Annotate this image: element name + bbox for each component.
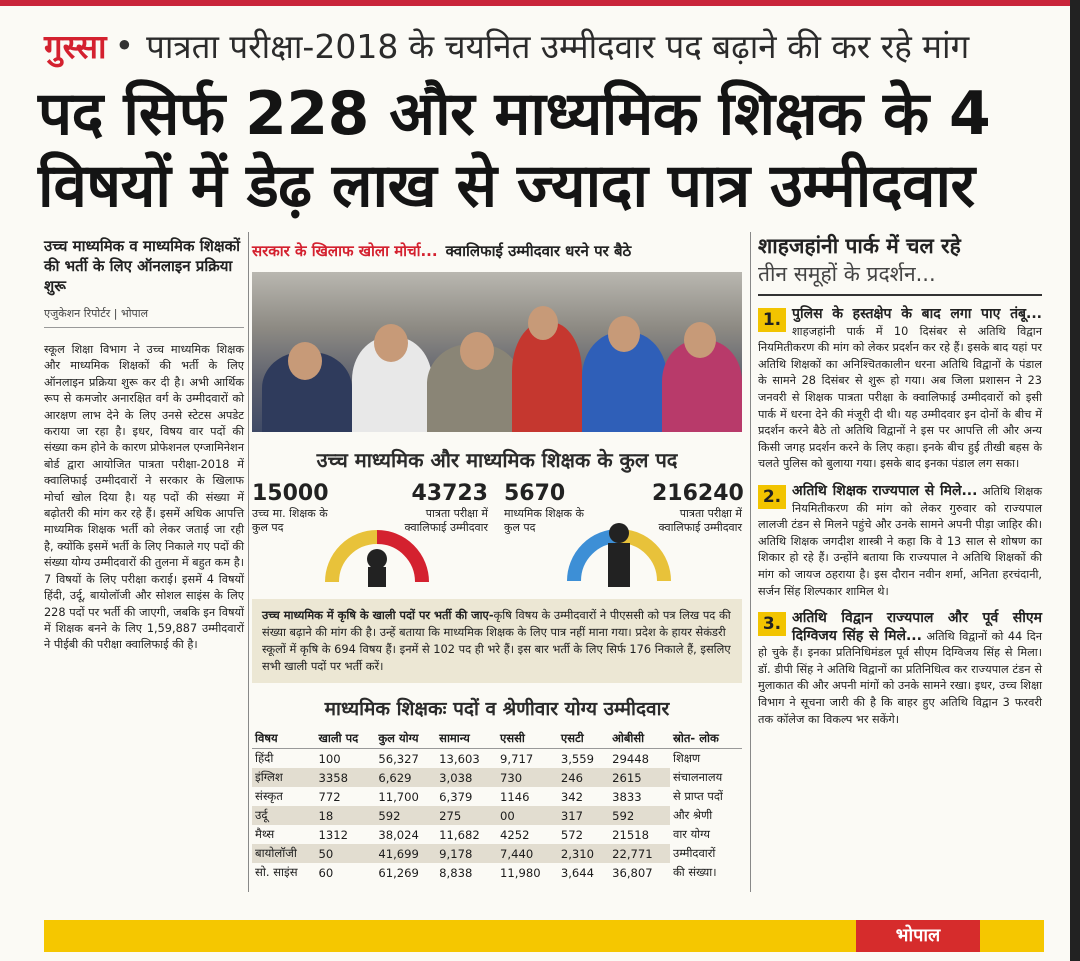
photo-caption-dark: क्वालिफाई उम्मीदवार धरने पर बैठे (445, 242, 632, 260)
item-number: 2. (758, 485, 786, 509)
table-row (252, 863, 742, 882)
protest-item-1 (758, 306, 1042, 473)
table-cell: 3358 (315, 768, 375, 787)
table-header: विषय (252, 729, 315, 749)
headline: पद सिर्फ 228 और माध्यमिक शिक्षक के 4 विषयों में डेढ़ लाख से ज्यादा पात्र उम्मीदवार (38, 79, 991, 221)
right-title: शाहजहांनी पार्क में चल रहे (758, 234, 961, 258)
table-cell: 18 (315, 806, 375, 825)
item-title: अतिथि शिक्षक राज्यपाल से मिले... (792, 482, 978, 499)
stat-hs-qualified (402, 481, 488, 535)
table-header: ओबीसी (609, 729, 670, 749)
table-cell: इंग्लिश (252, 768, 315, 787)
table-cell: 246 (558, 768, 609, 787)
table-header: सामान्य (436, 729, 497, 749)
table-header: कुल योग्य (375, 729, 436, 749)
source-note: वार योग्य (673, 827, 710, 841)
item-text: शाहजहांनी पार्क में 10 दिसंबर से अतिथि विद्वान नियमितीकरण की मांग को लेकर प्रदर्शन कर रहे हैं। इसके बाद यहां पर अतिथि शिक्षकों का अनिश्चितकालीन धरना अतिथि विद्वानों के पंडाल के सामने 28 दिसंबर से शुरू हो गया। अब जिला प्रशासन ने 23 जनवरी से शिक्षक पात्रता परीक्षा के क्वालिफाई उम्मीदवारों को इसी पार्क में धरना देने की मंजूरी दी थी। यह उम्मीदवार इन दोनों के बीच में प्रदर्शन करने बैठे तो अतिथि विद्वानों ने इस पर आपत्ति ली और अन्य किसी जगह प्रदर्शन करने के लिए कहा। इनके बीच हुई तीखी बहस के चलते पुलिस को बुलाया गया। इसके बाद इनका पंडाल लग सका। (758, 324, 1042, 471)
photo-caption (252, 236, 742, 266)
table-cell: 7,440 (497, 844, 558, 863)
table-cell: 3,038 (436, 768, 497, 787)
stats-infographic (252, 481, 742, 593)
table-cell: 6,379 (439, 789, 473, 804)
table-row (252, 749, 742, 769)
source-note: उम्मीदवारों (673, 846, 716, 860)
center-column (252, 236, 742, 891)
item-number: 1. (758, 308, 786, 332)
table-cell: 56,327 (378, 751, 419, 766)
stat-label: माध्यमिक शिक्षक के कुल पद (504, 507, 584, 534)
stat-ms-qualified (652, 481, 742, 535)
agriculture-note (252, 599, 742, 683)
table-cell: 36,807 (612, 865, 653, 880)
table-cell: 9,717 (500, 751, 534, 766)
table-cell: 50 (315, 844, 375, 863)
stats-title: उच्च माध्यमिक और माध्यमिक शिक्षक के कुल पद (316, 448, 678, 472)
kicker-line (44, 20, 969, 70)
table-cell: 38,024 (378, 827, 419, 842)
table-cell: उर्दू (252, 806, 315, 825)
protester-head (288, 342, 322, 380)
table-header: स्रोत- लोक (670, 729, 742, 749)
protest-item-2 (758, 483, 1042, 600)
table-cell: 1146 (500, 789, 530, 804)
table-cell: हिंदी (255, 751, 274, 765)
table-cell: संस्कृत (255, 789, 283, 803)
table-cell: 11,682 (439, 827, 480, 842)
table-cell: 4252 (500, 827, 530, 842)
table-header: एससी (497, 729, 558, 749)
table-header-row (252, 729, 742, 749)
table-cell: 592 (375, 806, 436, 825)
table-cell: 61,269 (378, 865, 419, 880)
table-cell: 730 (497, 768, 558, 787)
stat-value: 43723 (411, 481, 488, 506)
table-cell: 41,699 (375, 844, 436, 863)
table-cell: 1312 (318, 827, 348, 842)
source-note: और श्रेणी (673, 808, 713, 822)
item-title: अतिथि विद्वान राज्यपाल और पूर्व सीएम दिग्विजय सिंह से मिले... (792, 610, 1042, 644)
protester-head (684, 322, 716, 358)
table-cell: 11,700 (378, 789, 419, 804)
table-cell: 6,629 (375, 768, 436, 787)
kicker-tag: गुस्सा (44, 26, 107, 66)
note-heading: उच्च माध्यमिक में कृषि के खाली पदों पर भर्ती की जाए- (262, 608, 494, 622)
protest-photo (252, 272, 742, 432)
stat-label: पात्रता परीक्षा में क्वालिफाई उम्मीदवार (658, 507, 742, 534)
source-note: शिक्षण (673, 751, 701, 765)
source-note: से प्राप्त पदों (673, 789, 723, 803)
table-cell: 2615 (609, 768, 670, 787)
table-cell: 3,644 (560, 865, 595, 880)
note-text: कृषि विषय के उम्मीदवारों ने पीएससी को पत्र लिख पद की संख्या बढ़ाने की मांग की है। उन्हें बताया कि माध्यमिक शिक्षक के लिए पात्र नहीं माना गया। प्रदेश के हायर सेकंडरी स्कूलों में कृषि के 694 विषय हैं। इनमें से 102 पद ही भरे हैं। इस बार भर्ती के लिए सिर्फ 176 निकाले हैं, इसलिए सभी खाली पदों पर भर्ती करें। (262, 608, 731, 673)
table-cell: 00 (497, 806, 558, 825)
item-number: 3. (758, 612, 786, 636)
kicker-text: पात्रता परीक्षा-2018 के चयनित उम्मीदवार पद बढ़ाने की कर रहे मांग (146, 26, 970, 66)
table-cell: 29448 (612, 751, 649, 766)
column-divider-left (248, 232, 249, 892)
table-cell: 2,310 (558, 844, 609, 863)
table-header: खाली पद (315, 729, 375, 749)
stat-hs-posts (252, 481, 332, 535)
subject-table (252, 729, 742, 882)
stat-label: पात्रता परीक्षा में क्वालिफाई उम्मीदवार (404, 507, 488, 534)
table-row (252, 806, 742, 825)
table-cell: 21518 (612, 827, 649, 842)
protester-head (528, 306, 558, 340)
stat-value: 15000 (252, 481, 329, 506)
table-cell: 11,980 (500, 865, 541, 880)
right-subtitle: तीन समूहों के प्रदर्शन... (758, 262, 936, 286)
protest-item-3 (758, 610, 1042, 728)
table-cell: 9,178 (436, 844, 497, 863)
protester-head (608, 316, 640, 352)
table-cell: 3833 (612, 789, 642, 804)
page-edge-shadow (1070, 0, 1080, 961)
divider (758, 294, 1042, 296)
table-cell: 3,559 (560, 751, 595, 766)
stat-value: 216240 (652, 481, 744, 506)
stat-label: उच्च मा. शिक्षक के कुल पद (252, 507, 328, 534)
city-label: भोपाल (856, 920, 980, 952)
table-cell: 275 (436, 806, 497, 825)
table-cell: 8,838 (439, 865, 473, 880)
top-red-strip (0, 0, 1080, 6)
table-cell: 22,771 (609, 844, 670, 863)
table-row (252, 844, 742, 863)
table-row (252, 825, 742, 844)
table-cell: 13,603 (439, 751, 480, 766)
table-cell: बायोलॉजी (252, 844, 315, 863)
source-note: संचालनालय (673, 770, 723, 784)
kicker-bullet: • (114, 25, 135, 65)
table-cell: मैथ्स (255, 827, 275, 841)
protester-head (374, 324, 408, 362)
table-cell: 317 (558, 806, 609, 825)
right-column (758, 232, 1042, 897)
photo-caption-red: सरकार के खिलाफ खोला मोर्चा... (252, 242, 438, 260)
source-note: की संख्या। (673, 865, 717, 879)
stat-value: 5670 (504, 481, 566, 506)
table-cell: 772 (318, 789, 341, 804)
item-title: पुलिस के हस्तक्षेप के बाद लगा पाए तंबू... (792, 306, 1042, 322)
table-cell: 592 (609, 806, 670, 825)
table-cell: 60 (318, 865, 334, 880)
column-divider-right (750, 232, 751, 892)
table-header: एसटी (558, 729, 609, 749)
item-text: अतिथि विद्वानों को 44 दिन हो चुके हैं। इनका प्रतिनिधिमंडल पूर्व सीएम दिग्विजय सिंह से मिला। डॉ. डीपी सिंह ने अतिथि विद्वानों का प्रतिनिधित्व कर राज्यपाल टंडन से मुलाकात की और अपनी मांगों को उनके सामने रखा। इधर, उच्च शिक्षा विभाग ने सूचना जारी की है कि बाहर हुए अतिथि विद्वान 3 फरवरी तक कॉलेज का विकल्प भर सकेंगे। (758, 629, 1042, 726)
table-cell: 572 (560, 827, 583, 842)
left-column (44, 236, 244, 891)
table-row (252, 768, 742, 787)
left-subhead: उच्च माध्यमिक व माध्यमिक शिक्षकों की भर्ती के लिए ऑनलाइन प्रक्रिया शुरू (44, 237, 241, 295)
table-title: माध्यमिक शिक्षकः पदों व श्रेणीवार योग्य उम्मीदवार (324, 698, 670, 720)
byline: एजुकेशन रिपोर्टर | भोपाल (44, 306, 244, 328)
footer-bar (44, 920, 1044, 952)
left-body-text: स्कूल शिक्षा विभाग ने उच्च माध्यमिक शिक्षक और माध्यमिक शिक्षकों की भर्ती के लिए ऑनलाइन प्रक्रिया शुरू कर दी है। अभी आर्थिक रूप से कमजोर अनारक्षित वर्ग के उम्मीदवारों को आरक्षण लाभ देने के लिए उनसे स्टेटस अपडेट कराया जा रहा है। इधर, विषय वार पदों की संख्या कम होने के कारण प्रोफेशनल एग्जामिनेशन बोर्ड द्वारा आयोजित पात्रता परीक्षा-2018 में क्वालिफाई उम्मीदवारों ने सरकार के खिलाफ मोर्चा खोल दिया है। यह पदों की संख्या में बढ़ोतरी की मांग कर रहे हैं। इसमें अधिक आपत्ति माध्यमिक शिक्षक भर्ती को लेकर जताई जा रही है, क्योंकि इसमें भर्ती के लिए निकाले गए पदों की संख्या योग्य उम्मीदवारों की तुलना में बहुत कम है। 7 विषयों के लिए परीक्षा कराई। इसमें 4 विषयों हिंदी, उर्दू, बायोलॉजी और सोशल साइंस के लिए 228 पदों पर भर्ती की जाएगी, जबकि इन विषयों में शिक्षक बनने के लिए 1,59,887 उम्मीदवारों ने पीईबी की परीक्षा क्वालिफाई की है। (44, 343, 244, 652)
table-cell: 342 (560, 789, 583, 804)
table-cell: 100 (318, 751, 341, 766)
table-cell: सो. साइंस (255, 865, 298, 879)
item-text: अतिथि शिक्षक नियमितीकरण की मांग को लेकर गुरुवार को राज्यपाल लालजी टंडन से मिलने पहुंचे और उनके सामने अपनी पीड़ा जाहिर की। अतिथि शिक्षक जगदीश शास्त्री ने कहा कि वे 13 साल से शोषण का शिकार हो रहे हैं। उन्होंने बताया कि राज्यपाल ने अतिथि शिक्षकों की मांग को जायज ठहराया है। इस दौरान नवीन शर्मा, अनिता हरचंदानी, सर्जन सिंह शिल्पकार शामिल थे। (758, 484, 1043, 598)
protester-head (460, 332, 494, 370)
table-row (252, 787, 742, 806)
